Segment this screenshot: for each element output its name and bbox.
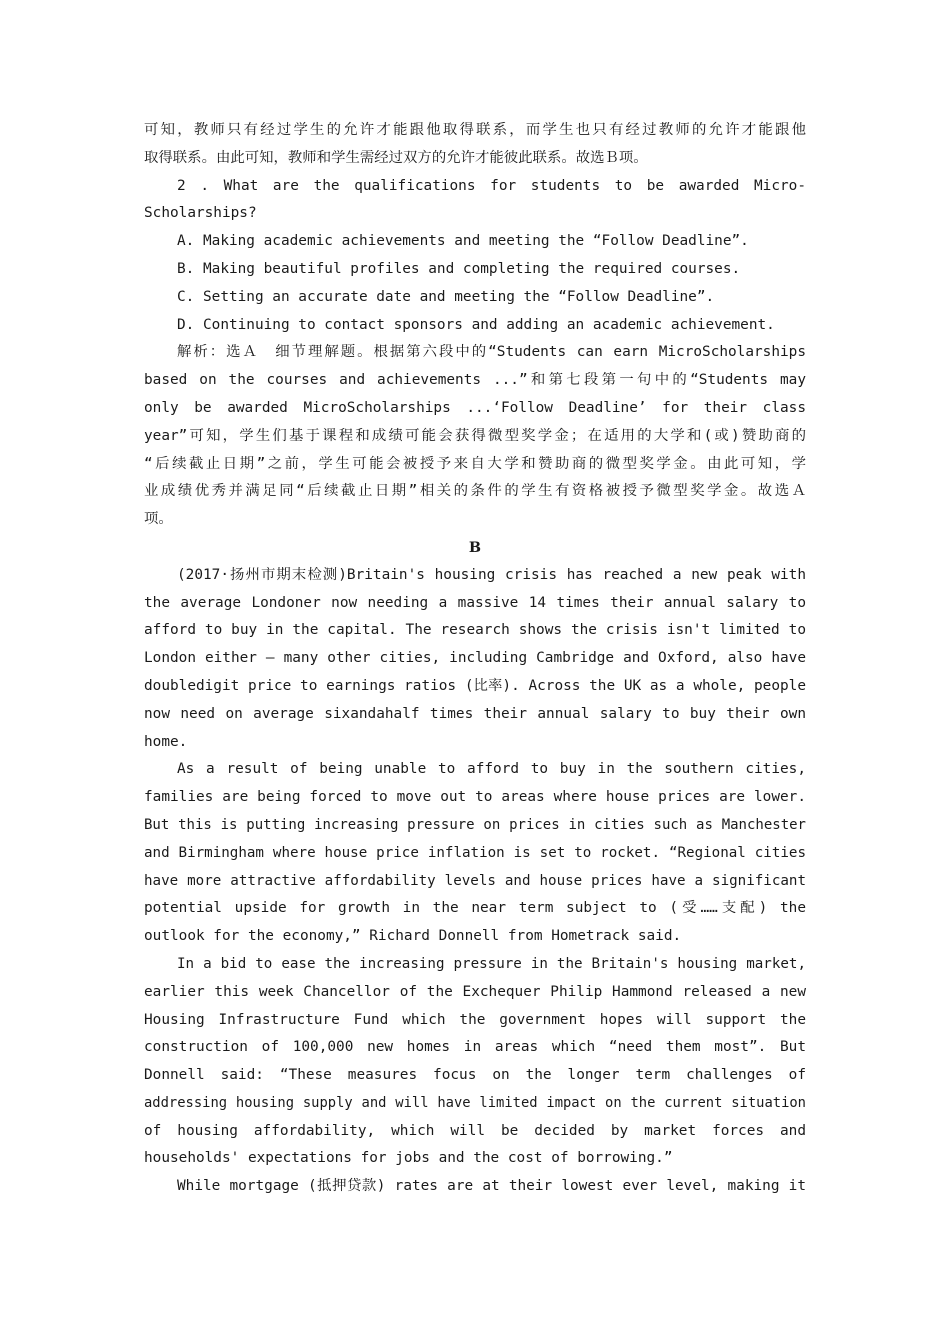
section-heading: B [468, 538, 482, 556]
passage-line: the average Londoner now needing a massive 14 times their annual salary to [144, 594, 806, 611]
passage-line: of housing affordability, which will be decided by market forces and [144, 1122, 806, 1139]
passage-line: have more attractive affordability levels and house prices have a significant [144, 872, 806, 889]
passage-line: Donnell said: “These measures focus on the longer term challenges of [144, 1067, 806, 1084]
option-d: D. Continuing to contact sponsors and adding an academic achievement. [177, 316, 775, 333]
passage-line: afford to buy in the capital. The research shows the crisis isn't limited to [144, 622, 806, 639]
question-2-line-2: Scholarships? [144, 205, 257, 222]
passage-line: outlook for the economy,” Richard Donnell from Hometrack said. [144, 928, 682, 945]
analysis-line: based on the courses and achievements ...”和第七段第一句中的“Students may [144, 372, 806, 389]
passage-line: Housing Infrastructure Fund which the government hopes will support the [144, 1011, 806, 1028]
passage-line: home. [144, 733, 188, 750]
text-line: 取得联系。由此可知，教师和学生需经过双方的允许才能彼此联系。故选Ｂ项。 [144, 149, 648, 166]
passage-line: London either — many other cities, including Cambridge and Oxford, also have [144, 650, 806, 667]
passage-line: In a bid to ease the increasing pressure in the Britain's housing market, [177, 955, 806, 972]
passage-line: While mortgage (抵押贷款) rates are at their lowest ever level, making it [177, 1178, 806, 1195]
analysis-line: 项。 [144, 511, 173, 528]
passage-line: potential upside for growth in the near term subject to (受……支配) the [144, 900, 806, 917]
analysis-line: “后续截止日期”之前，学生可能会被授予来自大学和赞助商的微型奖学金。由此可知，学 [144, 455, 806, 472]
passage-line: construction of 100,000 new homes in areas which “need them most”. But [144, 1039, 806, 1056]
analysis-line: year”可知，学生们基于课程和成绩可能会获得微型奖学金；在适用的大学和(或)赞助商的 [144, 427, 806, 444]
analysis-line: 解析：选Ａ 细节理解题。根据第六段中的“Students can earn MicroScholarships [177, 344, 806, 361]
option-b: B. Making beautiful profiles and completing the required courses. [177, 260, 741, 277]
passage-line: doubledigit price to earnings ratios (比率). Across the UK as a whole, people [144, 677, 806, 694]
option-c: C. Setting an accurate date and meeting the “Follow Deadline”. [177, 288, 715, 305]
analysis-line: 业成绩优秀并满足同“后续截止日期”相关的条件的学生有资格被授予微型奖学金。故选Ａ [144, 483, 806, 500]
passage-line: As a result of being unable to afford to buy in the southern cities, [177, 761, 806, 778]
passage-line: (2017·扬州市期末检测)Britain's housing crisis has reached a new peak with [177, 566, 806, 583]
passage-line: and Birmingham where house price inflation is set to rocket. “Regional cities [144, 844, 806, 861]
document-body [144, 117, 806, 1201]
passage-line: families are being forced to move out to areas where house prices are lower. [144, 789, 806, 806]
passage-line: earlier this week Chancellor of the Exchequer Philip Hammond released a new [144, 983, 806, 1000]
question-2-line-1: 2 . What are the qualifications for students to be awarded Micro- [177, 177, 806, 194]
passage-line: now need on average sixandahalf times their annual salary to buy their own [144, 705, 806, 722]
analysis-line: only be awarded MicroScholarships ...‘Follow Deadline’ for their class [144, 399, 806, 416]
passage-line: addressing housing supply and will have limited impact on the current situation [144, 1094, 806, 1111]
passage-line: households' expectations for jobs and the cost of borrowing.” [144, 1150, 673, 1167]
passage-line: But this is putting increasing pressure on prices in cities such as Manchester [144, 816, 806, 833]
option-a: A. Making academic achievements and meeting the “Follow Deadline”. [177, 233, 749, 250]
text-line: 可知，教师只有经过学生的允许才能跟他取得联系，而学生也只有经过教师的允许才能跟他 [144, 122, 806, 138]
